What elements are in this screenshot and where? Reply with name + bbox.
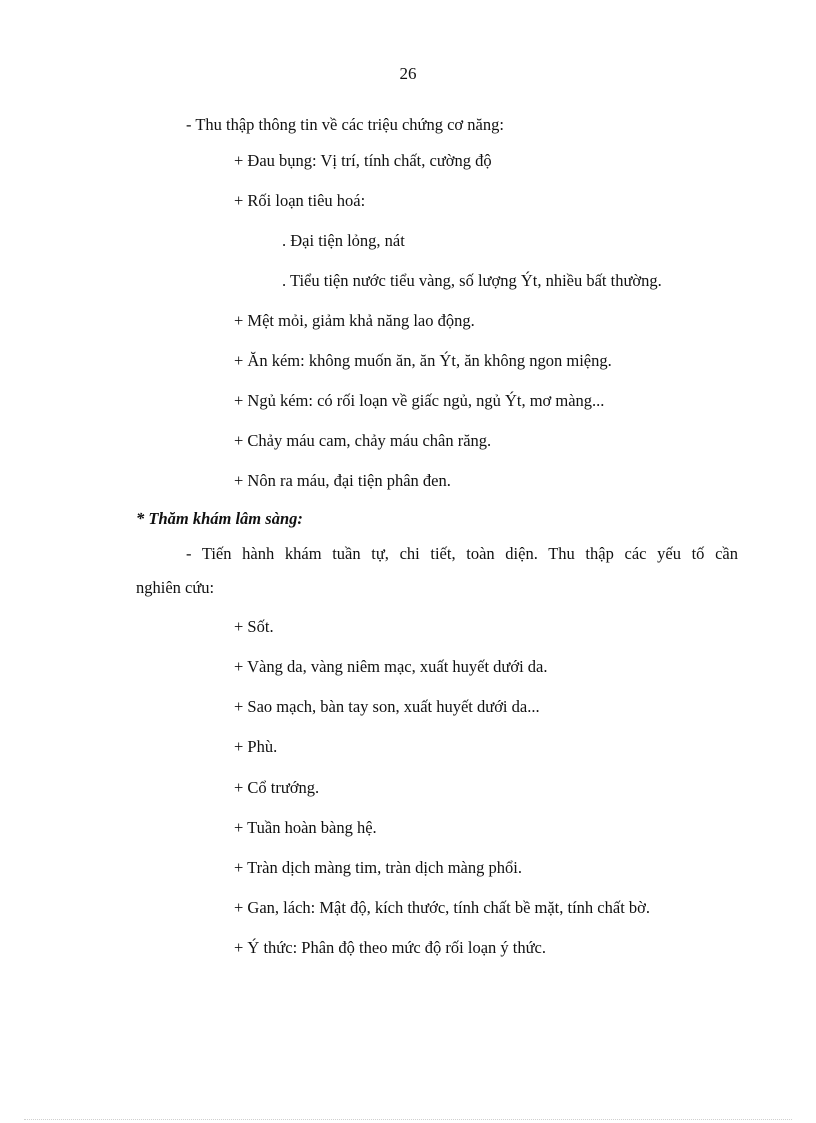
list-item: + Sao mạch, bàn tay son, xuất huyết dưới da... bbox=[234, 697, 540, 716]
sub-list-item: . Đại tiện lỏng, nát bbox=[282, 231, 405, 250]
list-item: + Mệt mỏi, giảm khả năng lao động. bbox=[234, 311, 475, 330]
page-bottom-divider bbox=[24, 1119, 792, 1120]
paragraph-line: nghiên cứu: bbox=[136, 578, 215, 597]
list-item: + Tuần hoàn bàng hệ. bbox=[234, 818, 377, 837]
list-item: + Chảy máu cam, chảy máu chân răng. bbox=[234, 431, 492, 450]
list-item: + Vàng da, vàng niêm mạc, xuất huyết dưới da. bbox=[234, 657, 548, 676]
symptoms-intro: - Thu thập thông tin về các triệu chứng cơ năng: bbox=[186, 115, 504, 134]
list-item: + Phù. bbox=[234, 737, 278, 756]
list-item: + Tràn dịch màng tim, tràn dịch màng phổi. bbox=[234, 858, 522, 877]
list-item: + Gan, lách: Mật độ, kích thước, tính chất bề mặt, tính chất bờ. bbox=[234, 898, 651, 917]
list-item: + Cổ trướng. bbox=[234, 778, 320, 797]
page-number: 26 bbox=[399, 64, 417, 83]
list-item: + Nôn ra máu, đại tiện phân đen. bbox=[234, 471, 451, 490]
list-item: + Sốt. bbox=[234, 617, 274, 636]
list-item: + Ăn kém: không muốn ăn, ăn Ýt, ăn không ngon miệng. bbox=[234, 351, 612, 370]
list-item: + Ý thức: Phân độ theo mức độ rối loạn ý thức. bbox=[234, 938, 547, 957]
list-item: + Ngủ kém: có rối loạn về giấc ngủ, ngủ Ýt, mơ màng... bbox=[234, 391, 605, 410]
list-item: + Rối loạn tiêu hoá: bbox=[234, 191, 366, 210]
sub-list-item: . Tiểu tiện nước tiểu vàng, số lượng Ýt, nhiều bất thường. bbox=[282, 271, 662, 290]
list-item: + Đau bụng: Vị trí, tính chất, cường độ bbox=[234, 151, 492, 170]
paragraph-line: - Tiến hành khám tuần tự, chi tiết, toàn diện. Thu thập các yếu tố cần bbox=[186, 544, 738, 563]
section-heading: * Thăm khám lâm sàng: bbox=[136, 509, 303, 528]
